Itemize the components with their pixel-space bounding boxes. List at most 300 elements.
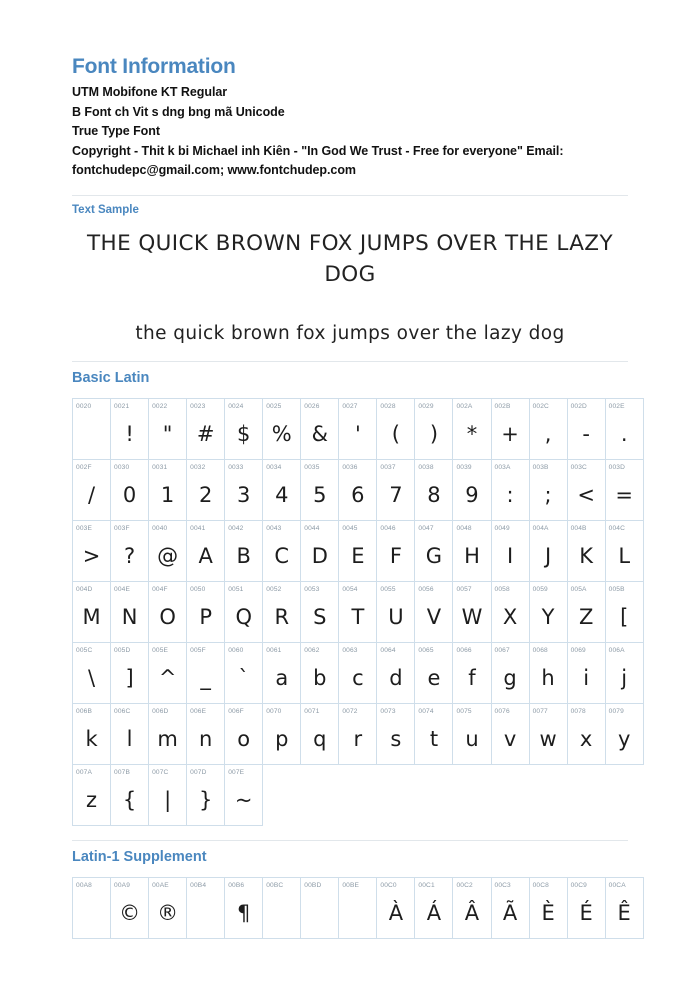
glyph-codepoint-label: 0064 (380, 646, 396, 654)
glyph-cell[interactable] (605, 398, 643, 459)
glyph-cell[interactable] (605, 703, 643, 764)
glyph-cell[interactable] (263, 877, 301, 938)
glyph-character: h (541, 665, 555, 690)
glyph-codepoint-label: 0032 (190, 463, 206, 471)
glyph-cell[interactable] (73, 642, 111, 703)
glyph-cell[interactable] (73, 459, 111, 520)
glyph-cell[interactable] (301, 520, 339, 581)
metadata-line-format: True Type Font (72, 124, 160, 138)
glyph-cell-empty-slot (529, 764, 567, 825)
glyph-character: 6 (351, 482, 365, 507)
glyph-codepoint-label: 0057 (456, 585, 472, 593)
glyph-cell[interactable] (453, 398, 491, 459)
glyph-cell[interactable] (453, 581, 491, 642)
glyph-codepoint-label: 007A (76, 768, 92, 776)
glyph-cell[interactable] (453, 703, 491, 764)
glyph-codepoint-label: 0042 (228, 524, 244, 532)
glyph-cell[interactable] (491, 459, 529, 520)
glyph-character: c (352, 665, 364, 690)
glyph-character: w (539, 726, 557, 751)
glyph-codepoint-label: 0055 (380, 585, 396, 593)
glyph-character: H (464, 543, 480, 568)
glyph-cell[interactable] (529, 459, 567, 520)
glyph-cell[interactable] (263, 398, 301, 459)
glyph-cell-empty-slot (301, 764, 339, 825)
glyph-character: 9 (465, 482, 479, 507)
glyph-character: ? (123, 543, 136, 568)
glyph-codepoint-label: 004D (76, 585, 93, 593)
glyph-codepoint-label: 003A (494, 463, 511, 471)
glyph-character: i (583, 665, 590, 690)
glyph-cell[interactable] (605, 581, 643, 642)
glyph-cell[interactable] (567, 642, 605, 703)
glyph-codepoint-label: 0039 (456, 463, 472, 471)
glyph-character: f (468, 665, 476, 690)
glyph-codepoint-label: 0026 (304, 402, 320, 410)
glyph-cell[interactable] (415, 703, 453, 764)
section-divider-basic-latin (72, 361, 628, 362)
section-heading-text-sample: Text Sample (72, 203, 139, 216)
glyph-cell[interactable] (73, 764, 111, 825)
glyph-codepoint-label: 006A (608, 646, 625, 654)
glyph-cell[interactable] (111, 877, 149, 938)
glyph-table-basic-latin (72, 398, 644, 826)
glyph-codepoint-label: 0030 (114, 463, 130, 471)
glyph-codepoint-label: 004E (114, 585, 131, 593)
glyph-character: Y (541, 604, 555, 629)
glyph-cell[interactable] (491, 642, 529, 703)
glyph-codepoint-label: 0040 (152, 524, 168, 532)
glyph-cell[interactable] (225, 764, 263, 825)
glyph-character: ~ (234, 787, 253, 812)
glyph-codepoint-label: 0033 (228, 463, 244, 471)
glyph-cell[interactable] (225, 642, 263, 703)
glyph-cell[interactable] (225, 398, 263, 459)
glyph-character: + (501, 421, 519, 446)
glyph-cell[interactable] (111, 581, 149, 642)
glyph-codepoint-label: 005F (190, 646, 206, 654)
glyph-codepoint-label: 0034 (266, 463, 282, 471)
glyph-cell[interactable] (567, 581, 605, 642)
glyph-character: e (427, 665, 441, 690)
glyph-character: ® (157, 900, 179, 925)
glyph-character: l (126, 726, 133, 751)
glyph-character: 8 (427, 482, 441, 507)
glyph-cell[interactable] (339, 642, 377, 703)
glyph-codepoint-label: 0069 (570, 646, 586, 654)
text-sample-block (72, 228, 628, 347)
glyph-character: < (577, 482, 595, 507)
glyph-cell[interactable] (149, 877, 187, 938)
glyph-cell[interactable] (605, 642, 643, 703)
glyph-character: ^ (158, 665, 177, 690)
glyph-cell[interactable] (339, 398, 377, 459)
glyph-character: _ (200, 665, 211, 690)
glyph-table-row (73, 877, 644, 938)
glyph-character: a (275, 665, 289, 690)
glyph-codepoint-label: 0022 (152, 402, 168, 410)
glyph-cell[interactable] (111, 764, 149, 825)
glyph-cell[interactable] (567, 398, 605, 459)
glyph-character: Z (578, 604, 594, 629)
glyph-cell[interactable] (187, 877, 225, 938)
glyph-character: 0 (122, 482, 137, 507)
metadata-line-description: B Font ch Vit s dng bng mã Unicode (72, 104, 285, 119)
glyph-cell-empty-slot (339, 764, 377, 825)
glyph-codepoint-label: 00A8 (76, 881, 92, 889)
glyph-codepoint-label: 0071 (304, 707, 320, 715)
glyph-character: , (544, 421, 552, 446)
glyph-codepoint-label: 00B4 (190, 881, 207, 889)
glyph-cell[interactable] (149, 581, 187, 642)
glyph-codepoint-label: 0045 (342, 524, 358, 532)
glyph-cell[interactable] (529, 703, 567, 764)
glyph-codepoint-label: 00C1 (418, 881, 435, 889)
glyph-character: Q (235, 604, 252, 629)
glyph-cell-empty-slot (605, 764, 643, 825)
glyph-character: p (275, 726, 289, 751)
glyph-cell[interactable] (567, 877, 605, 938)
glyph-codepoint-label: 002A (456, 402, 473, 410)
glyph-cell[interactable] (187, 581, 225, 642)
glyph-cell[interactable] (187, 398, 225, 459)
glyph-cell[interactable] (301, 581, 339, 642)
glyph-cell[interactable] (339, 703, 377, 764)
text-sample-uppercase: THE QUICK BROWN FOX JUMPS OVER THE LAZY DOG (87, 230, 613, 287)
glyph-table-row (73, 642, 644, 703)
glyph-character: É (579, 900, 593, 925)
glyph-character: A (198, 543, 213, 568)
glyph-codepoint-label: 004C (608, 524, 626, 532)
glyph-cell[interactable] (377, 459, 415, 520)
glyph-character: S (313, 604, 327, 629)
glyph-cell[interactable] (73, 520, 111, 581)
glyph-cell[interactable] (415, 398, 453, 459)
glyph-cell[interactable] (415, 642, 453, 703)
glyph-cell[interactable] (73, 581, 111, 642)
glyph-codepoint-label: 0021 (114, 402, 130, 410)
glyph-character: ! (125, 421, 134, 446)
glyph-character: ' (354, 421, 361, 446)
glyph-character: G (425, 543, 443, 568)
glyph-cell[interactable] (453, 459, 491, 520)
glyph-table-row (73, 703, 644, 764)
glyph-cell[interactable] (301, 877, 339, 938)
glyph-codepoint-label: 006F (228, 707, 244, 715)
glyph-codepoint-label: 0041 (190, 524, 206, 532)
glyph-character: B (236, 543, 251, 568)
glyph-character: J (544, 543, 552, 568)
glyph-character: % (271, 421, 292, 446)
glyph-codepoint-label: 007B (114, 768, 131, 776)
glyph-cell[interactable] (529, 642, 567, 703)
glyph-codepoint-label: 0054 (342, 585, 358, 593)
glyph-character: N (121, 604, 138, 629)
glyph-codepoint-label: 0077 (532, 707, 548, 715)
glyph-cell[interactable] (263, 703, 301, 764)
glyph-codepoint-label: 0063 (342, 646, 358, 654)
glyph-cell[interactable] (263, 581, 301, 642)
glyph-codepoint-label: 004F (152, 585, 168, 593)
glyph-codepoint-label: 0062 (304, 646, 320, 654)
glyph-cell[interactable] (225, 520, 263, 581)
glyph-cell[interactable] (377, 581, 415, 642)
glyph-cell[interactable] (491, 520, 529, 581)
glyph-character (73, 417, 110, 451)
glyph-character: . (620, 421, 628, 446)
glyph-cell[interactable] (111, 459, 149, 520)
glyph-cell[interactable] (415, 877, 453, 938)
glyph-codepoint-label: 0031 (152, 463, 168, 471)
glyph-cell-empty-slot (263, 764, 301, 825)
glyph-cell[interactable] (491, 877, 529, 938)
glyph-character: ` (238, 665, 249, 690)
glyph-cell[interactable] (301, 642, 339, 703)
glyph-cell[interactable] (567, 459, 605, 520)
glyph-cell[interactable] (111, 703, 149, 764)
document-content (72, 54, 633, 939)
glyph-cell[interactable] (149, 703, 187, 764)
glyph-character: 1 (160, 482, 175, 507)
glyph-cell[interactable] (187, 764, 225, 825)
glyph-codepoint-label: 0058 (494, 585, 510, 593)
glyph-character: \ (87, 665, 96, 690)
glyph-character: U (388, 604, 404, 629)
glyph-cell[interactable] (605, 877, 643, 938)
section-heading-latin1-supplement: Latin-1 Supplement (72, 848, 207, 865)
glyph-character: m (157, 726, 178, 751)
glyph-character: v (503, 726, 517, 751)
glyph-cell[interactable] (73, 877, 111, 938)
glyph-codepoint-label: 00A9 (114, 881, 131, 889)
glyph-cell[interactable] (111, 642, 149, 703)
glyph-character: Â (464, 900, 480, 925)
glyph-codepoint-label: 0078 (570, 707, 586, 715)
glyph-cell[interactable] (453, 877, 491, 938)
glyph-character: " (162, 421, 173, 446)
page-title: Font Information (72, 55, 236, 78)
glyph-codepoint-label: 00C2 (456, 881, 473, 889)
glyph-character: n (199, 726, 213, 751)
glyph-character: 5 (313, 482, 327, 507)
glyph-character: O (159, 604, 176, 629)
glyph-codepoint-label: 00AE (152, 881, 169, 889)
glyph-cell[interactable] (605, 520, 643, 581)
glyph-codepoint-label: 0027 (342, 402, 358, 410)
glyph-codepoint-label: 0023 (190, 402, 206, 410)
glyph-codepoint-label: 00CA (608, 881, 626, 889)
glyph-cell-empty-slot (453, 764, 491, 825)
glyph-cell[interactable] (301, 703, 339, 764)
glyph-cell[interactable] (187, 459, 225, 520)
glyph-codepoint-label: 0047 (418, 524, 434, 532)
glyph-cell[interactable] (149, 520, 187, 581)
glyph-cell[interactable] (111, 398, 149, 459)
glyph-codepoint-label: 0076 (494, 707, 510, 715)
glyph-cell[interactable] (529, 581, 567, 642)
glyph-codepoint-label: 002E (608, 402, 625, 410)
glyph-character: 7 (389, 482, 403, 507)
glyph-cell[interactable] (529, 398, 567, 459)
glyph-codepoint-label: 005E (152, 646, 169, 654)
glyph-cell[interactable] (111, 520, 149, 581)
glyph-cell[interactable] (301, 398, 339, 459)
glyph-character: u (465, 726, 479, 751)
glyph-character: M (82, 604, 101, 629)
glyph-character: > (82, 543, 101, 568)
glyph-cell[interactable] (415, 520, 453, 581)
glyph-codepoint-label: 0059 (532, 585, 548, 593)
glyph-cell[interactable] (73, 703, 111, 764)
glyph-codepoint-label: 004A (532, 524, 549, 532)
glyph-cell[interactable] (187, 520, 225, 581)
glyph-character: $ (237, 421, 251, 446)
glyph-cell[interactable] (73, 398, 111, 459)
glyph-codepoint-label: 007E (228, 768, 245, 776)
glyph-cell[interactable] (567, 703, 605, 764)
glyph-cell[interactable] (453, 520, 491, 581)
glyph-character: ; (544, 482, 552, 507)
glyph-character: I (506, 543, 514, 568)
glyph-codepoint-label: 0070 (266, 707, 282, 715)
glyph-codepoint-label: 00C9 (570, 881, 587, 889)
glyph-character: b (313, 665, 327, 690)
glyph-character: d (389, 665, 403, 690)
glyph-character: q (313, 726, 327, 751)
glyph-table-row (73, 764, 644, 825)
glyph-character: k (85, 726, 98, 751)
glyph-cell-empty-slot (567, 764, 605, 825)
glyph-character: © (119, 900, 141, 925)
glyph-cell[interactable] (339, 520, 377, 581)
glyph-cell[interactable] (377, 877, 415, 938)
glyph-character (187, 896, 224, 930)
glyph-character: = (615, 482, 633, 507)
glyph-cell[interactable] (149, 764, 187, 825)
glyph-codepoint-label: 0029 (418, 402, 434, 410)
glyph-character: o (237, 726, 251, 751)
glyph-character: } (198, 787, 213, 812)
glyph-codepoint-label: 006C (114, 707, 131, 715)
glyph-codepoint-label: 0036 (342, 463, 358, 471)
glyph-codepoint-label: 002C (532, 402, 549, 410)
glyph-cell[interactable] (529, 877, 567, 938)
glyph-codepoint-label: 0073 (380, 707, 396, 715)
glyph-cell[interactable] (187, 703, 225, 764)
glyph-character: * (466, 421, 478, 446)
glyph-codepoint-label: 00BC (266, 881, 284, 889)
glyph-cell[interactable] (225, 459, 263, 520)
glyph-cell[interactable] (377, 703, 415, 764)
glyph-codepoint-label: 0020 (76, 402, 92, 410)
section-divider-latin1-supplement (72, 840, 628, 841)
glyph-character: F (389, 543, 402, 568)
glyph-character: X (502, 604, 518, 629)
glyph-cell[interactable] (567, 520, 605, 581)
glyph-codepoint-label: 002F (76, 463, 92, 471)
glyph-character: R (274, 604, 290, 629)
glyph-cell[interactable] (225, 877, 263, 938)
glyph-cell[interactable] (263, 459, 301, 520)
glyph-cell[interactable] (263, 520, 301, 581)
glyph-codepoint-label: 0052 (266, 585, 282, 593)
glyph-codepoint-label: 0079 (608, 707, 624, 715)
glyph-character: t (429, 726, 439, 751)
glyph-character: 3 (237, 482, 251, 507)
glyph-cell[interactable] (491, 703, 529, 764)
metadata-line-font-name: UTM Mobifone KT Regular (72, 85, 228, 99)
glyph-character: g (503, 665, 517, 690)
glyph-codepoint-label: 00BE (342, 881, 360, 889)
glyph-cell[interactable] (491, 581, 529, 642)
glyph-table-row (73, 459, 644, 520)
glyph-character: [ (620, 604, 629, 629)
glyph-table-row (73, 581, 644, 642)
glyph-character: & (311, 421, 328, 446)
glyph-character: y (617, 726, 631, 751)
glyph-codepoint-label: 0050 (190, 585, 206, 593)
glyph-character: 2 (198, 482, 213, 507)
glyph-cell[interactable] (339, 877, 377, 938)
glyph-cell[interactable] (377, 642, 415, 703)
glyph-cell[interactable] (149, 642, 187, 703)
glyph-character: V (426, 604, 442, 629)
glyph-codepoint-label: 0028 (380, 402, 396, 410)
glyph-codepoint-label: 005C (76, 646, 93, 654)
glyph-character: - (582, 421, 590, 446)
glyph-cell[interactable] (225, 703, 263, 764)
glyph-codepoint-label: 0065 (418, 646, 434, 654)
glyph-cell[interactable] (263, 642, 301, 703)
glyph-codepoint-label: 0056 (418, 585, 434, 593)
glyph-cell[interactable] (377, 520, 415, 581)
glyph-cell[interactable] (453, 642, 491, 703)
glyph-cell[interactable] (187, 642, 225, 703)
glyph-codepoint-label: 003C (570, 463, 587, 471)
glyph-character (263, 896, 300, 930)
glyph-codepoint-label: 006E (190, 707, 207, 715)
glyph-character (339, 896, 376, 930)
glyph-cell[interactable] (491, 398, 529, 459)
glyph-cell[interactable] (225, 581, 263, 642)
glyph-cell[interactable] (301, 459, 339, 520)
glyph-codepoint-label: 0044 (304, 524, 320, 532)
glyph-codepoint-label: 0025 (266, 402, 282, 410)
glyph-codepoint-label: 006D (152, 707, 169, 715)
glyph-cell[interactable] (415, 459, 453, 520)
glyph-cell[interactable] (415, 581, 453, 642)
glyph-character: { (122, 787, 137, 812)
glyph-cell[interactable] (529, 520, 567, 581)
glyph-codepoint-label: 0024 (228, 402, 244, 410)
glyph-codepoint-label: 0061 (266, 646, 282, 654)
glyph-table-latin1-supplement (72, 877, 644, 939)
glyph-character: P (199, 604, 212, 629)
glyph-cell[interactable] (149, 459, 187, 520)
glyph-cell[interactable] (377, 398, 415, 459)
text-sample-lowercase: the quick brown fox jumps over the lazy dog (135, 322, 565, 344)
glyph-cell[interactable] (339, 459, 377, 520)
glyph-codepoint-label: 0043 (266, 524, 282, 532)
glyph-cell[interactable] (605, 459, 643, 520)
glyph-character: Ê (617, 900, 631, 925)
glyph-cell[interactable] (339, 581, 377, 642)
glyph-cell[interactable] (149, 398, 187, 459)
glyph-character: D (311, 543, 328, 568)
glyph-character: C (274, 543, 290, 568)
glyph-codepoint-label: 0051 (228, 585, 244, 593)
glyph-codepoint-label: 0072 (342, 707, 358, 715)
